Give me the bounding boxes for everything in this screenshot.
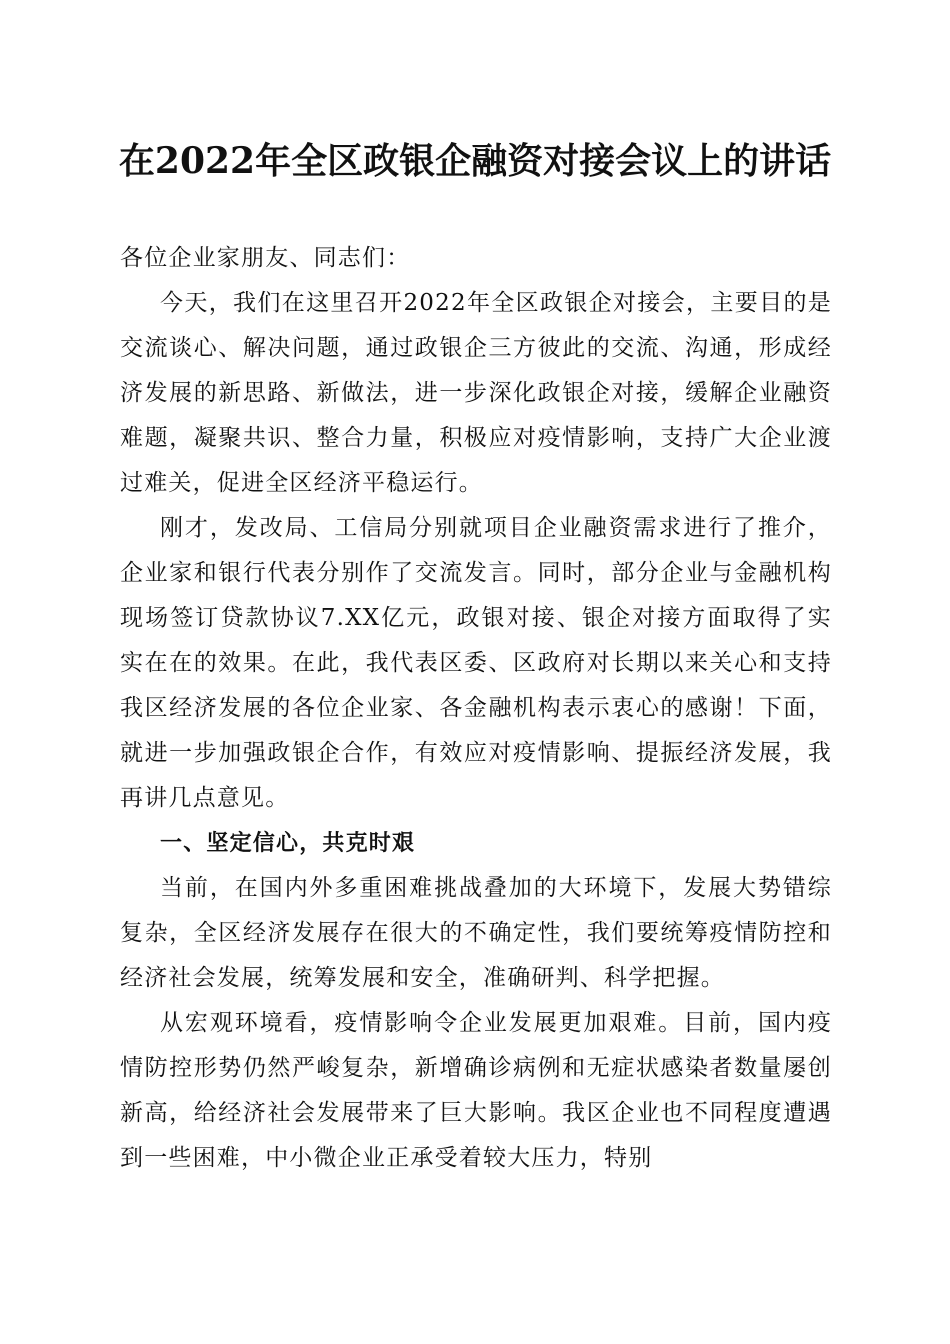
section-heading: 一、坚定信心，共克时艰 bbox=[160, 831, 416, 856]
paragraph-opening: 今天，我们在这里召开2022年全区政银企对接会，主要目的是交流谈心、解决问题，通过政银企三方彼此的交流、沟通，形成经济发展的新思路、新做法，进一步深化政银企对接，缓解企业融资难题，凝聚共识、整合力量，积极应对疫情影响，支持广大企业渡过难关，促进全区经济平稳运行。 bbox=[120, 290, 832, 496]
paragraph-review: 刚才，发改局、工信局分别就项目企业融资需求进行了推介，企业家和银行代表分别作了交流发言。同时，部分企业与金融机构现场签订贷款协议7.XX亿元，政银对接、银企对接方面取得了实实在在的效果。在此，我代表区委、区政府对长期以来关心和支持我区经济发展的各位企业家、各金融机构表示衷心的感谢！下面，就进一步加强政银企合作，有效应对疫情影响、提振经济发展，我再讲几点意见。 bbox=[120, 515, 832, 811]
document-body bbox=[120, 236, 832, 1181]
document-title: 在2022年全区政银企融资对接会议上的讲话 bbox=[118, 140, 832, 182]
paragraph-macro-environment: 从宏观环境看，疫情影响令企业发展更加艰难。目前，国内疫情防控形势仍然严峻复杂，新增确诊病例和无症状感染者数量屡创新高，给经济社会发展带来了巨大影响。我区企业也不同程度遭遇到一些困难，中小微企业正承受着较大压力，特别 bbox=[120, 1010, 832, 1171]
salutation: 各位企业家朋友、同志们： bbox=[120, 245, 411, 271]
paragraph-current-situation: 当前，在国内外多重困难挑战叠加的大环境下，发展大势错综复杂，全区经济发展存在很大的不确定性，我们要统筹疫情防控和经济社会发展，统筹发展和安全，准确研判、科学把握。 bbox=[120, 875, 832, 991]
